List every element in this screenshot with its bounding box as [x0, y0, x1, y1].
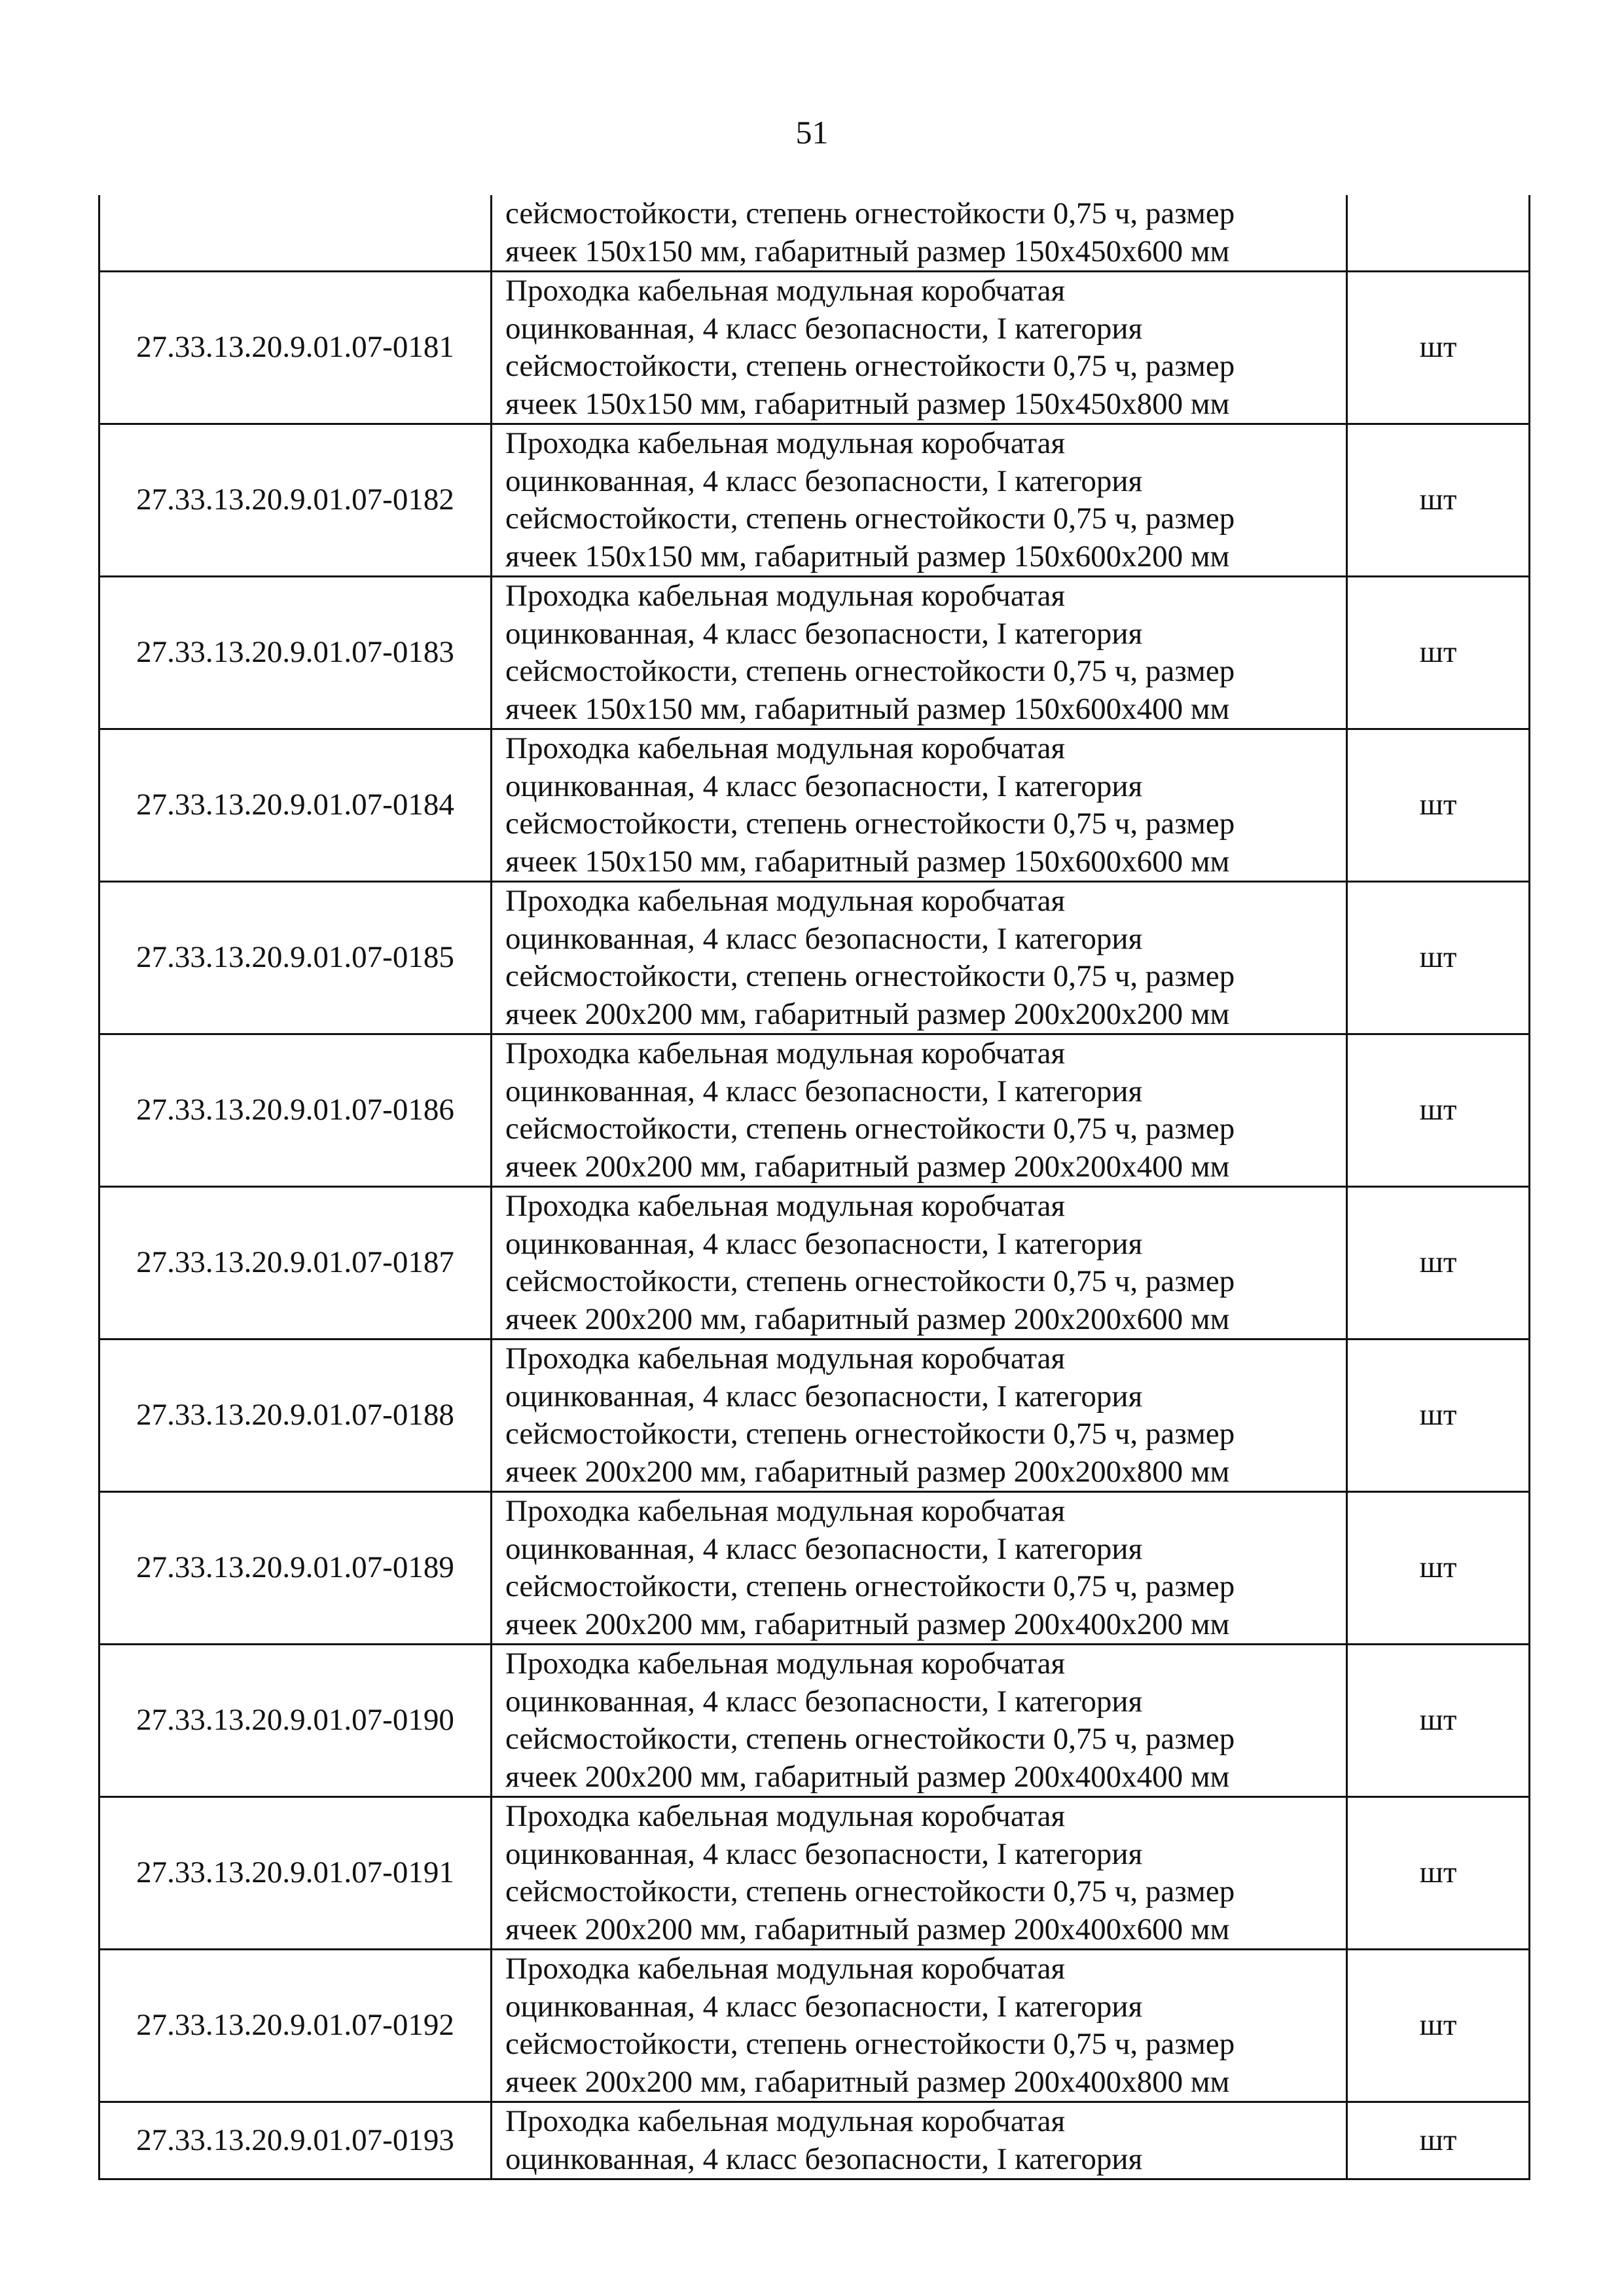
description-line: оцинкованная, 4 класс безопасности, I категория — [505, 311, 1143, 346]
description-cell — [492, 1950, 1347, 2102]
code-cell: 27.33.13.20.9.01.07-0185 — [99, 882, 492, 1034]
description-line: Проходка кабельная модульная коробчатая — [505, 274, 1066, 308]
description-line: ячеек 200х200 мм, габаритный размер 200х400х600 мм — [505, 1912, 1230, 1946]
code-cell: 27.33.13.20.9.01.07-0182 — [99, 424, 492, 577]
description-cell — [492, 1187, 1347, 1339]
table-row-continuation — [99, 195, 1530, 272]
description-cell — [492, 882, 1347, 1034]
description-line: ячеек 200х200 мм, габаритный размер 200х200х600 мм — [505, 1302, 1230, 1336]
code-cell: 27.33.13.20.9.01.07-0188 — [99, 1339, 492, 1492]
description-line: Проходка кабельная модульная коробчатая — [505, 579, 1066, 613]
description-line: сейсмостойкости, степень огнестойкости 0,75 ч, размер — [505, 959, 1235, 993]
description-line: Проходка кабельная модульная коробчатая — [505, 1036, 1066, 1070]
table-row — [99, 1187, 1530, 1339]
description-line: сейсмостойкости, степень огнестойкости 0,75 ч, размер — [505, 654, 1235, 688]
description-line: сейсмостойкости, степень огнестойкости 0,75 ч, размер — [505, 1112, 1235, 1146]
description-cell — [492, 2102, 1347, 2179]
description-line: сейсмостойкости, степень огнестойкости 0,75 ч, размер — [505, 196, 1235, 230]
resource-table — [98, 195, 1530, 2180]
description-line: Проходка кабельная модульная коробчатая — [505, 1952, 1066, 1986]
description-line: оцинкованная, 4 класс безопасности, I категория — [505, 464, 1143, 498]
description-line: оцинкованная, 4 класс безопасности, I категория — [505, 1226, 1143, 1261]
description-line: сейсмостойкости, степень огнестойкости 0,75 ч, размер — [505, 501, 1235, 536]
code-cell — [99, 195, 492, 272]
description-line: оцинкованная, 4 класс безопасности, I категория — [505, 616, 1143, 651]
table-row — [99, 2102, 1530, 2179]
description-line: ячеек 150х150 мм, габаритный размер 150х600х600 мм — [505, 844, 1230, 879]
unit-cell: шт — [1347, 1492, 1530, 1645]
description-line: ячеек 150х150 мм, габаритный размер 150х450х600 мм — [505, 234, 1230, 268]
unit-cell: шт — [1347, 1950, 1530, 2102]
description-line: Проходка кабельная модульная коробчатая — [505, 1799, 1066, 1833]
unit-cell: шт — [1347, 424, 1530, 577]
table-row — [99, 1645, 1530, 1797]
code-cell: 27.33.13.20.9.01.07-0183 — [99, 577, 492, 729]
description-cell — [492, 272, 1347, 424]
table-row — [99, 1034, 1530, 1187]
description-cell — [492, 1034, 1347, 1187]
description-line: сейсмостойкости, степень огнестойкости 0,75 ч, размер — [505, 2027, 1235, 2061]
description-line: сейсмостойкости, степень огнестойкости 0,75 ч, размер — [505, 1874, 1235, 1908]
description-line: Проходка кабельная модульная коробчатая — [505, 1494, 1066, 1528]
unit-cell: шт — [1347, 1187, 1530, 1339]
unit-cell: шт — [1347, 2102, 1530, 2179]
description-cell — [492, 424, 1347, 577]
description-line: сейсмостойкости, степень огнестойкости 0,75 ч, размер — [505, 1417, 1235, 1451]
code-cell: 27.33.13.20.9.01.07-0181 — [99, 272, 492, 424]
description-cell — [492, 1339, 1347, 1492]
table-row — [99, 272, 1530, 424]
unit-cell: шт — [1347, 577, 1530, 729]
code-cell: 27.33.13.20.9.01.07-0190 — [99, 1645, 492, 1797]
description-line: оцинкованная, 4 класс безопасности, I категория — [505, 1379, 1143, 1413]
description-line: сейсмостойкости, степень огнестойкости 0,75 ч, размер — [505, 1569, 1235, 1603]
description-line: Проходка кабельная модульная коробчатая — [505, 2104, 1066, 2138]
description-line: оцинкованная, 4 класс безопасности, I категория — [505, 2141, 1143, 2176]
description-line: оцинкованная, 4 класс безопасности, I категория — [505, 1836, 1143, 1871]
description-line: сейсмостойкости, степень огнестойкости 0,75 ч, размер — [505, 349, 1235, 383]
description-line: ячеек 200х200 мм, габаритный размер 200х200х200 мм — [505, 996, 1230, 1031]
description-cell — [492, 195, 1347, 272]
description-line: оцинкованная, 4 класс безопасности, I категория — [505, 1684, 1143, 1719]
unit-cell: шт — [1347, 1034, 1530, 1187]
code-cell: 27.33.13.20.9.01.07-0184 — [99, 729, 492, 882]
code-cell: 27.33.13.20.9.01.07-0189 — [99, 1492, 492, 1645]
unit-cell: шт — [1347, 1797, 1530, 1950]
table-row — [99, 882, 1530, 1034]
description-cell — [492, 1492, 1347, 1645]
table-row — [99, 1950, 1530, 2102]
description-line: Проходка кабельная модульная коробчатая — [505, 1647, 1066, 1681]
description-line: ячеек 200х200 мм, габаритный размер 200х400х800 мм — [505, 2064, 1230, 2099]
description-line: Проходка кабельная модульная коробчатая — [505, 1341, 1066, 1376]
description-cell — [492, 729, 1347, 882]
description-line: ячеек 150х150 мм, габаритный размер 150х450х800 мм — [505, 386, 1230, 421]
description-cell — [492, 1645, 1347, 1797]
description-line: оцинкованная, 4 класс безопасности, I категория — [505, 1074, 1143, 1108]
table-row — [99, 1492, 1530, 1645]
description-line: ячеек 200х200 мм, габаритный размер 200х200х400 мм — [505, 1149, 1230, 1184]
description-cell — [492, 1797, 1347, 1950]
unit-cell — [1347, 195, 1530, 272]
description-line: ячеек 150х150 мм, габаритный размер 150х600х200 мм — [505, 539, 1230, 574]
code-cell: 27.33.13.20.9.01.07-0186 — [99, 1034, 492, 1187]
description-line: Проходка кабельная модульная коробчатая — [505, 731, 1066, 765]
description-line: Проходка кабельная модульная коробчатая — [505, 1189, 1066, 1223]
table-row — [99, 1339, 1530, 1492]
description-line: Проходка кабельная модульная коробчатая — [505, 884, 1066, 918]
description-line: оцинкованная, 4 класс безопасности, I категория — [505, 1531, 1143, 1566]
page-number: 51 — [795, 114, 829, 151]
description-line: ячеек 200х200 мм, габаритный размер 200х200х800 мм — [505, 1454, 1230, 1489]
description-line: Проходка кабельная модульная коробчатая — [505, 426, 1066, 460]
description-line: оцинкованная, 4 класс безопасности, I категория — [505, 921, 1143, 956]
code-cell: 27.33.13.20.9.01.07-0193 — [99, 2102, 492, 2179]
description-line: сейсмостойкости, степень огнестойкости 0,75 ч, размер — [505, 1264, 1235, 1298]
table-row — [99, 424, 1530, 577]
unit-cell: шт — [1347, 272, 1530, 424]
unit-cell: шт — [1347, 1339, 1530, 1492]
description-line: сейсмостойкости, степень огнестойкости 0,75 ч, размер — [505, 807, 1235, 841]
description-line: оцинкованная, 4 класс безопасности, I категория — [505, 769, 1143, 803]
unit-cell: шт — [1347, 729, 1530, 882]
table-row — [99, 577, 1530, 729]
table-row — [99, 729, 1530, 882]
code-cell: 27.33.13.20.9.01.07-0187 — [99, 1187, 492, 1339]
code-cell: 27.33.13.20.9.01.07-0191 — [99, 1797, 492, 1950]
unit-cell: шт — [1347, 882, 1530, 1034]
code-cell: 27.33.13.20.9.01.07-0192 — [99, 1950, 492, 2102]
description-line: ячеек 200х200 мм, габаритный размер 200х400х200 мм — [505, 1607, 1230, 1641]
unit-cell: шт — [1347, 1645, 1530, 1797]
description-cell — [492, 577, 1347, 729]
description-line: сейсмостойкости, степень огнестойкости 0,75 ч, размер — [505, 1722, 1235, 1756]
table-row — [99, 1797, 1530, 1950]
description-line: ячеек 200х200 мм, габаритный размер 200х400х400 мм — [505, 1759, 1230, 1794]
description-line: оцинкованная, 4 класс безопасности, I категория — [505, 1989, 1143, 2024]
table-body — [99, 195, 1530, 2179]
description-line: ячеек 150х150 мм, габаритный размер 150х600х400 мм — [505, 691, 1230, 726]
